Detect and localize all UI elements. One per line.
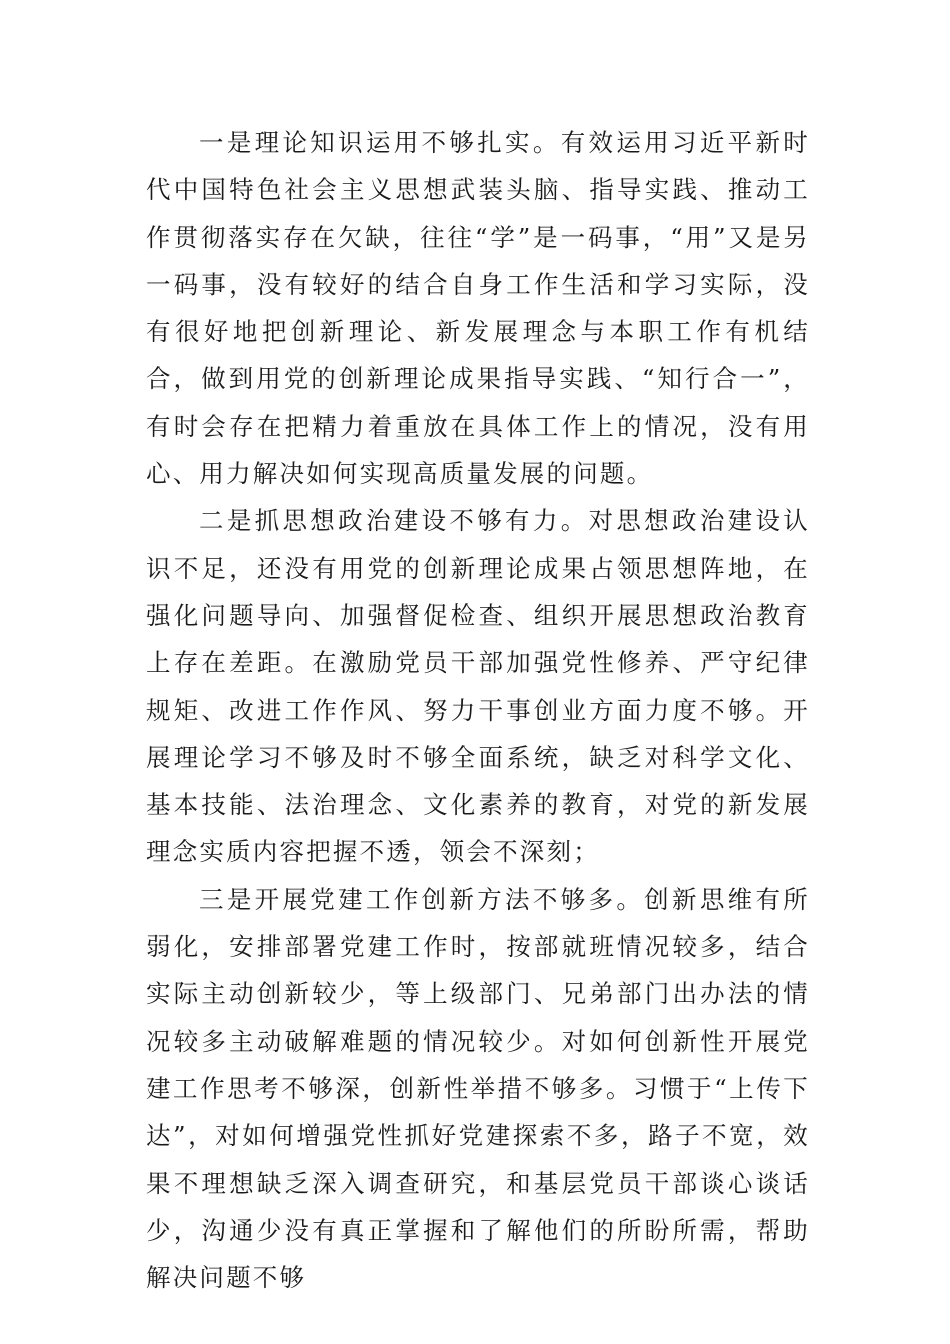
document-body	[146, 119, 810, 1301]
paragraph-theory-application: 一是理论知识运用不够扎实。有效运用习近平新时代中国特色社会主义思想武装头脑、指导实践、推动工作贯彻落实存在欠缺，往往“学”是一码事，“用”又是另一码事，没有较好的结合自身工作生活和学习实际，没有很好地把创新理论、新发展理念与本职工作有机结合，做到用党的创新理论成果指导实践、“知行合一”，有时会存在把精力着重放在具体工作上的情况，没有用心、用力解决如何实现高质量发展的问题。	[146, 128, 810, 489]
paragraph-political-building: 二是抓思想政治建设不够有力。对思想政治建设认识不足，还没有用党的创新理论成果占领思想阵地，在强化问题导向、加强督促检查、组织开展思想政治教育上存在差距。在激励党员干部加强党性修养、严守纪律规矩、改进工作作风、努力干事创业方面力度不够。开展理论学习不够及时不够全面系统，缺乏对科学文化、基本技能、法治理念、文化素养的教育，对党的新发展理念实质内容把握不透，领会不深刻；	[146, 506, 810, 867]
paragraph-party-innovation: 三是开展党建工作创新方法不够多。创新思维有所弱化，安排部署党建工作时，按部就班情况较多，结合实际主动创新较少，等上级部门、兄弟部门出办法的情况较多主动破解难题的情况较少。对如何创新性开展党建工作思考不够深，创新性举措不够多。习惯于“上传下达”，对如何增强党性抓好党建探索不多，路子不宽，效果不理想缺乏深入调查研究，和基层党员干部谈心谈话少，沟通少没有真正掌握和了解他们的所盼所需，帮助解决问题不够	[146, 884, 810, 1293]
